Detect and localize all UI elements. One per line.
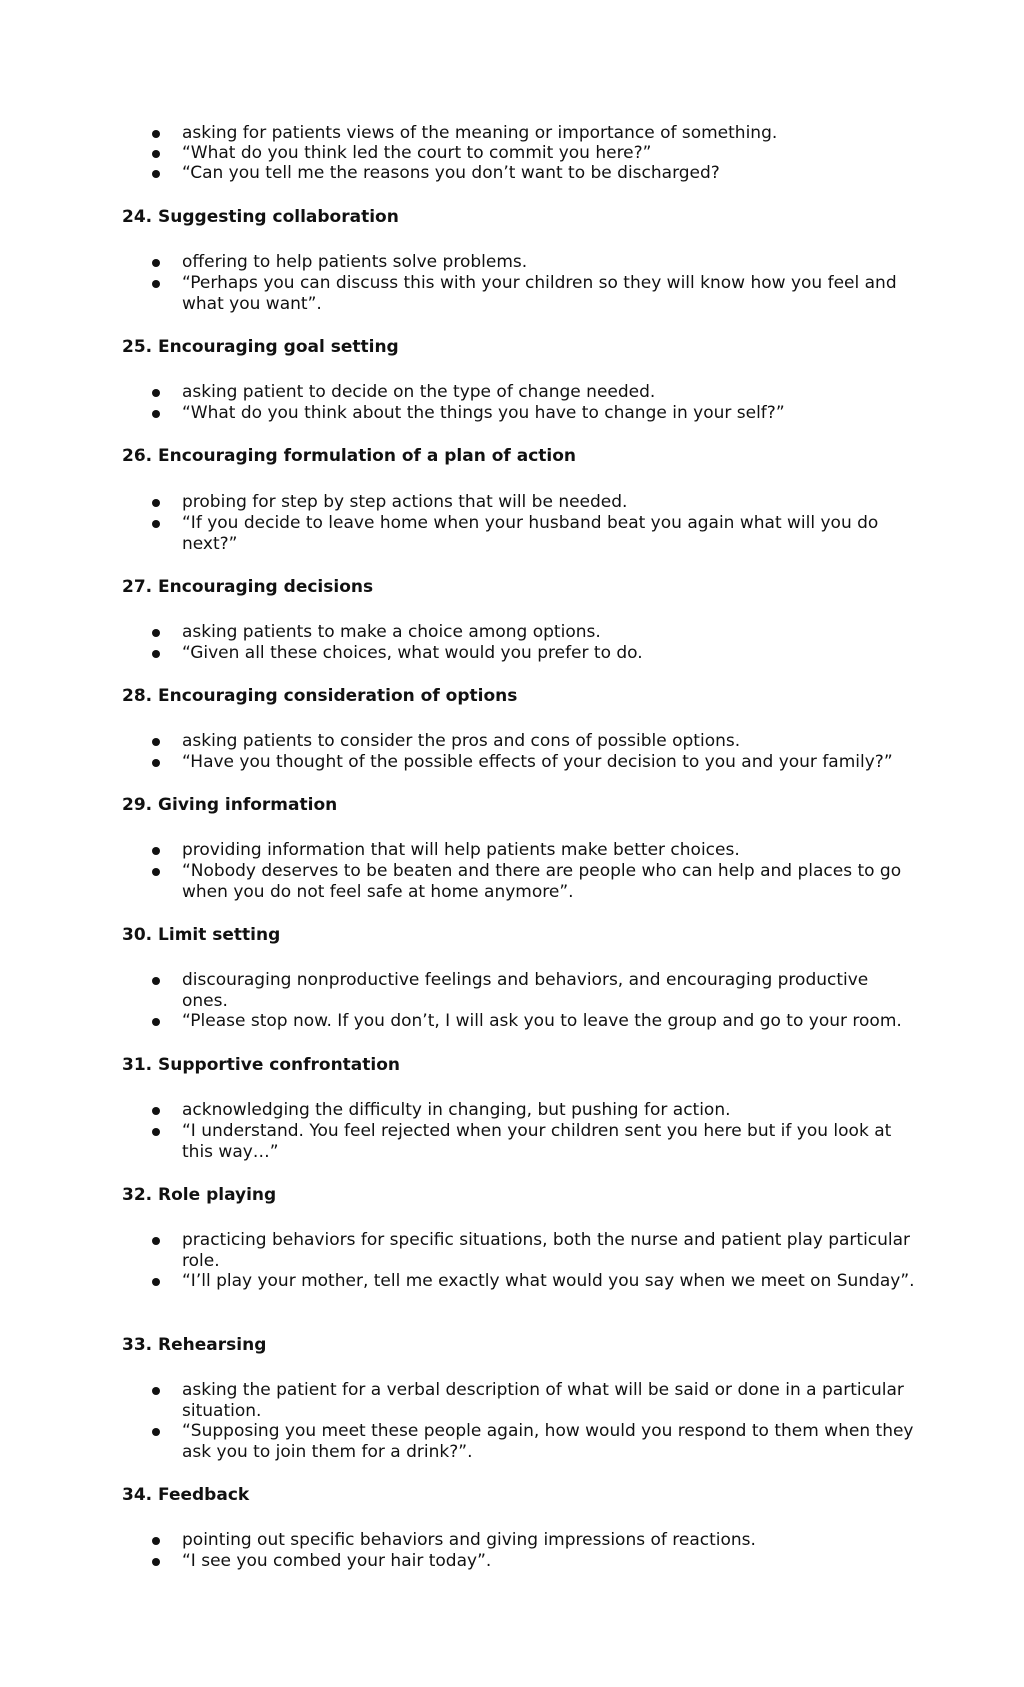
list-item-text: asking patient to decide on the type of change needed. [182,382,656,402]
list-item-text: asking the patient for a verbal description of what will be said or done in a particular situation. [182,1380,904,1421]
list-item-text: “I’ll play your mother, tell me exactly what would you say when we meet on Sunday”. [182,1271,915,1291]
bullet-icon [152,259,160,267]
bullet-icon [152,170,160,178]
list-item-text: asking patients to make a choice among options. [182,622,601,642]
section-heading: 30. Limit setting [122,925,281,945]
list-item-text: practicing behaviors for specific situations, both the nurse and patient play particular role. [182,1230,911,1271]
list-item-text: pointing out specific behaviors and giving impressions of reactions. [182,1530,756,1550]
bullet-icon [152,629,160,637]
bullet-icon [152,280,160,288]
section-heading: 32. Role playing [122,1185,277,1205]
bullet-icon [152,1537,160,1545]
list-item-text: “Given all these choices, what would you prefer to do. [182,643,643,663]
bullet-icon [152,1387,160,1395]
bullet-icon [152,520,160,528]
list-item-text: discouraging nonproductive feelings and behaviors, and encouraging productive ones. [182,970,869,1011]
bullet-icon [152,389,160,397]
list-item-text: “What do you think about the things you have to change in your self?” [182,403,785,423]
section-heading: 27. Encouraging decisions [122,577,374,597]
list-item-text: asking patients to consider the pros and cons of possible options. [182,731,741,751]
bullet-icon [152,410,160,418]
list-item-text: “What do you think led the court to commit you here?” [182,143,652,163]
list-item-text: “Perhaps you can discuss this with your children so they will know how you feel and what you want”. [182,273,897,314]
bullet-icon [152,1107,160,1115]
list-item-text: offering to help patients solve problems. [182,252,528,272]
section-heading: 33. Rehearsing [122,1335,267,1355]
section-heading: 24. Suggesting collaboration [122,207,399,227]
list-item-text: “If you decide to leave home when your husband beat you again what will you do next?” [182,513,879,554]
bullet-icon [152,847,160,855]
list-item-text: “I understand. You feel rejected when your children sent you here but if you look at this way…” [182,1121,892,1162]
bullet-icon [152,738,160,746]
list-item-text: “Please stop now. If you don’t, I will ask you to leave the group and go to your room. [182,1011,902,1031]
bullet-icon [152,499,160,507]
list-item-text: asking for patients views of the meaning or importance of something. [182,123,778,143]
bullet-icon [152,130,160,138]
list-item-text: “Supposing you meet these people again, how would you respond to them when they ask you to join them for a drink?”. [182,1421,914,1462]
list-item-text: “Have you thought of the possible effects of your decision to you and your family?” [182,752,893,772]
bullet-icon [152,1128,160,1136]
bullet-icon [152,759,160,767]
bullet-icon [152,1237,160,1245]
section-heading: 26. Encouraging formulation of a plan of action [122,446,577,466]
bullet-icon [152,150,160,158]
section-heading: 29. Giving information [122,795,338,815]
section-heading: 31. Supportive confrontation [122,1055,401,1075]
list-item-text: “I see you combed your hair today”. [182,1551,492,1571]
section-heading: 34. Feedback [122,1485,250,1505]
list-item-text: “Nobody deserves to be beaten and there are people who can help and places to go when you do not feel safe at home anymore”. [182,861,902,902]
list-item-text: “Can you tell me the reasons you don’t want to be discharged? [182,163,720,183]
section-heading: 25. Encouraging goal setting [122,337,399,357]
bullet-icon [152,868,160,876]
bullet-icon [152,1558,160,1566]
bullet-icon [152,1018,160,1026]
bullet-icon [152,1278,160,1286]
list-item-text: probing for step by step actions that will be needed. [182,492,628,512]
section-heading: 28. Encouraging consideration of options [122,686,518,706]
list-item-text: acknowledging the difficulty in changing, but pushing for action. [182,1100,731,1120]
list-item-text: providing information that will help patients make better choices. [182,840,740,860]
bullet-icon [152,650,160,658]
bullet-icon [152,1428,160,1436]
bullet-icon [152,977,160,985]
